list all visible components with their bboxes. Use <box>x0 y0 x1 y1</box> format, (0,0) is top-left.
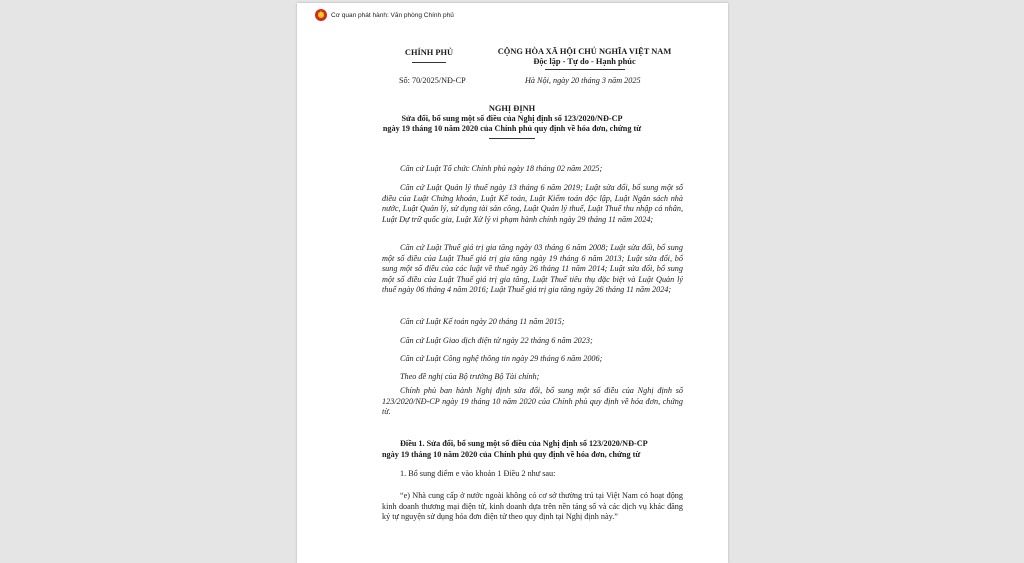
title-line-1: Sửa đổi, bổ sung một số điều của Nghị định số 123/2020/NĐ-CP <box>401 114 623 123</box>
issuer-label: Cơ quan phát hành: Văn phòng Chính phủ <box>331 11 454 19</box>
motto-underline <box>545 69 625 70</box>
place-date: Hà Nội, ngày 20 tháng 3 năm 2025 <box>525 76 641 85</box>
basis-paragraph-3: Căn cứ Luật Thuế giá trị gia tăng ngày 03 tháng 6 năm 2008; Luật sửa đổi, bổ sung một số điều của Luật Thuế giá trị gia tăng ngày 19 tháng 6 năm 2013; Luật sửa đổi, bổ sung một số điều của các luật về thuế ngày 26 tháng 11 năm 2014; Luật sửa đổi, bổ sung một số điều của Luật Thuế giá trị gia tăng, Luật Thuế tiêu thụ đặc biệt và Luật Quản lý thuế ngày 06 tháng 4 năm 2016; Luật Thuế giá trị gia tăng ngày 26 tháng 11 năm 2024; <box>382 243 683 295</box>
document-type: NGHỊ ĐỊNH <box>488 104 536 113</box>
basis-paragraph-5: Căn cứ Luật Giao dịch điện tử ngày 22 tháng 6 năm 2023; <box>400 336 593 345</box>
republic-name: CỘNG HÒA XÃ HỘI CHỦ NGHĨA VIỆT NAM <box>497 47 672 56</box>
document-page <box>297 3 728 563</box>
basis-paragraph-8: Chính phủ ban hành Nghị định sửa đổi, bổ sung một số điều của Nghị định số 123/2020/NĐ-CP ngày 19 tháng 10 năm 2020 của Chính phủ quy định về hóa đơn, chứng từ. <box>382 386 683 417</box>
title-underline <box>489 138 535 139</box>
agency-underline <box>412 62 446 63</box>
basis-paragraph-4: Căn cứ Luật Kế toán ngày 20 tháng 11 năm 2015; <box>400 317 565 326</box>
motto: Độc lập - Tự do - Hạnh phúc <box>533 57 636 66</box>
title-line-2: ngày 19 tháng 10 năm 2020 của Chính phủ quy định về hóa đơn, chứng từ <box>382 124 642 133</box>
agency-name: CHÍNH PHỦ <box>404 48 454 57</box>
basis-paragraph-7: Theo đề nghị của Bộ trưởng Bộ Tài chính; <box>400 372 540 381</box>
article-1-title-line-1: Điều 1. Sửa đổi, bổ sung một số điều của Nghị định số 123/2020/NĐ-CP <box>400 439 648 448</box>
basis-paragraph-6: Căn cứ Luật Công nghệ thông tin ngày 29 tháng 6 năm 2006; <box>400 354 603 363</box>
basis-paragraph-1: Căn cứ Luật Tổ chức Chính phủ ngày 18 tháng 02 năm 2025; <box>400 164 603 173</box>
basis-paragraph-2: Căn cứ Luật Quản lý thuế ngày 13 tháng 6 năm 2019; Luật sửa đổi, bổ sung một số điều của Luật Chứng khoán, Luật Kế toán, Luật Kiểm toán độc lập, Luật Ngân sách nhà nước, Luật Quản lý, sử dụng tài sản công, Luật Quản lý thuế, Luật Thuế thu nhập cá nhân, Luật Dự trữ quốc gia, Luật Xử lý vi phạm hành chính ngày 29 tháng 11 năm 2024; <box>382 183 683 224</box>
article-1-title-line-2: ngày 19 tháng 10 năm 2020 của Chính phủ quy định về hóa đơn, chứng từ <box>382 450 641 459</box>
document-number: Số: 70/2025/NĐ-CP <box>399 76 466 85</box>
issuer-header <box>315 9 454 21</box>
national-emblem-icon <box>315 9 327 21</box>
clause-1: 1. Bổ sung điểm e vào khoản 1 Điều 2 như sau: <box>400 469 556 478</box>
point-e-paragraph: “e) Nhà cung cấp ở nước ngoài không có cơ sở thường trú tại Việt Nam có hoạt động kinh doanh thương mại điện tử, kinh doanh dựa trên nền tảng số và các dịch vụ khác đăng ký tự nguyện sử dụng hóa đơn điện tử theo quy định tại Nghị định này.” <box>382 491 683 522</box>
